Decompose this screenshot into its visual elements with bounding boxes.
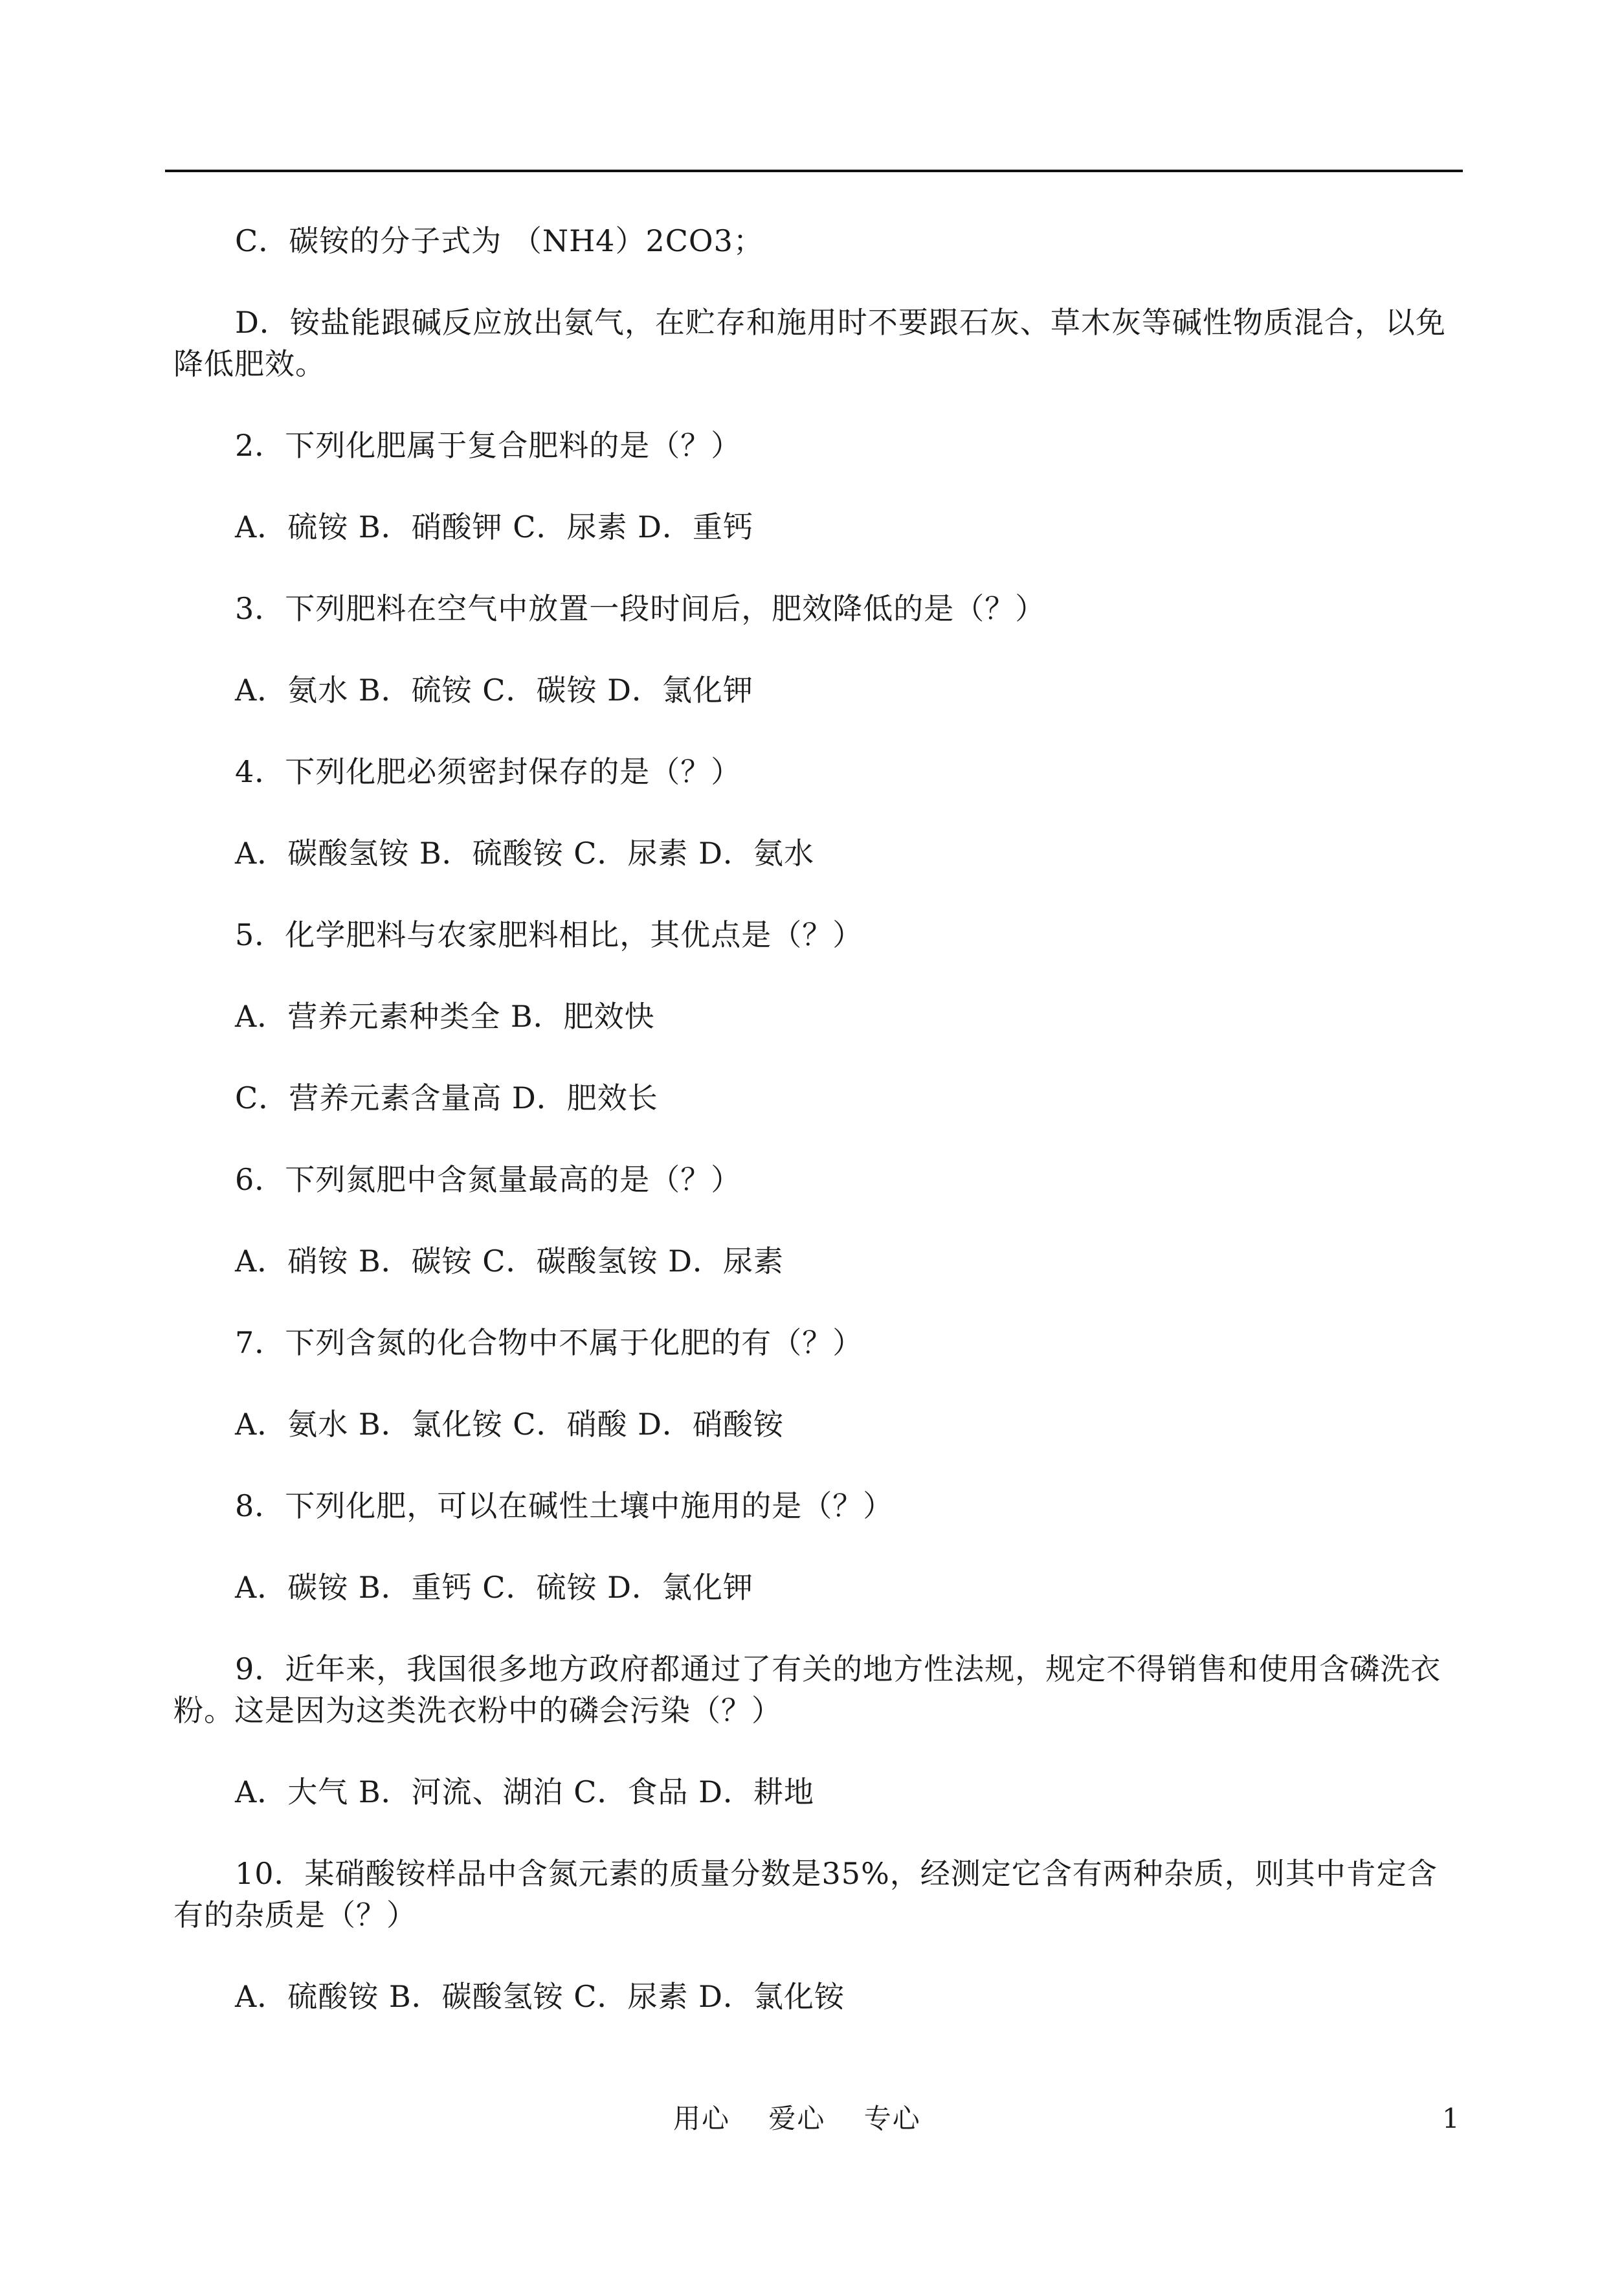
question-5: 5．化学肥料与农家肥料相比，其优点是（？） [235, 917, 863, 952]
question-6-options: A．硝铵 B．碳铵 C．碳酸氢铵 D．尿素 [235, 1244, 784, 1279]
question-4: 4．下列化肥必须密封保存的是（？） [235, 754, 742, 789]
question-2: 2．下列化肥属于复合肥料的是（？） [235, 428, 742, 463]
question-3: 3．下列肥料在空气中放置一段时间后，肥效降低的是（？） [235, 591, 1046, 626]
question-5-options-cd: C．营养元素含量高 D．肥效长 [235, 1080, 658, 1115]
question-10: 10．某硝酸铵样品中含氮元素的质量分数是35%，经测定它含有两种杂质，则其中肯定含有的杂质是（？） [173, 1856, 1438, 1932]
question-10-options: A．硫酸铵 B．碳酸氢铵 C．尿素 D．氯化铵 [235, 1979, 845, 2014]
question-5-options-ab: A．营养元素种类全 B．肥效快 [235, 999, 655, 1034]
question-8: 8．下列化肥，可以在碱性土壤中施用的是（？） [235, 1488, 894, 1523]
question-8-options: A．碳铵 B．重钙 C．硫铵 D．氯化钾 [235, 1570, 753, 1605]
question-3-options: A．氨水 B．硫铵 C．碳铵 D．氯化钾 [235, 673, 753, 708]
question-7: 7．下列含氮的化合物中不属于化肥的有（？） [235, 1325, 863, 1360]
question-6: 6．下列氮肥中含氮量最高的是（？） [235, 1162, 742, 1197]
question-7-options: A．氨水 B．氯化铵 C．硝酸 D．硝酸铵 [235, 1407, 784, 1442]
question-9: 9．近年来，我国很多地方政府都通过了有关的地方性法规，规定不得销售和使用含磷洗衣粉。这是因为这类洗衣粉中的磷会污染（？） [173, 1651, 1441, 1728]
question-9-options: A．大气 B．河流、湖泊 C．食品 D．耕地 [235, 1774, 814, 1809]
option-line-c: C．碳铵的分子式为 （NH4）2CO3； [235, 223, 764, 258]
footer-motto: 用心 爱心 专心 [673, 2103, 921, 2134]
question-2-options: A．硫铵 B．硝酸钾 C．尿素 D．重钙 [235, 509, 753, 544]
document-body [173, 220, 1462, 2057]
question-4-options: A．碳酸氢铵 B．硫酸铵 C．尿素 D．氨水 [235, 836, 814, 871]
header-rule [165, 170, 1463, 172]
option-line-d: D．铵盐能跟碱反应放出氨气，在贮存和施用时不要跟石灰、草木灰等碱性物质混合，以免降低肥效。 [173, 305, 1446, 381]
page-number: 1 [1442, 2103, 1460, 2134]
